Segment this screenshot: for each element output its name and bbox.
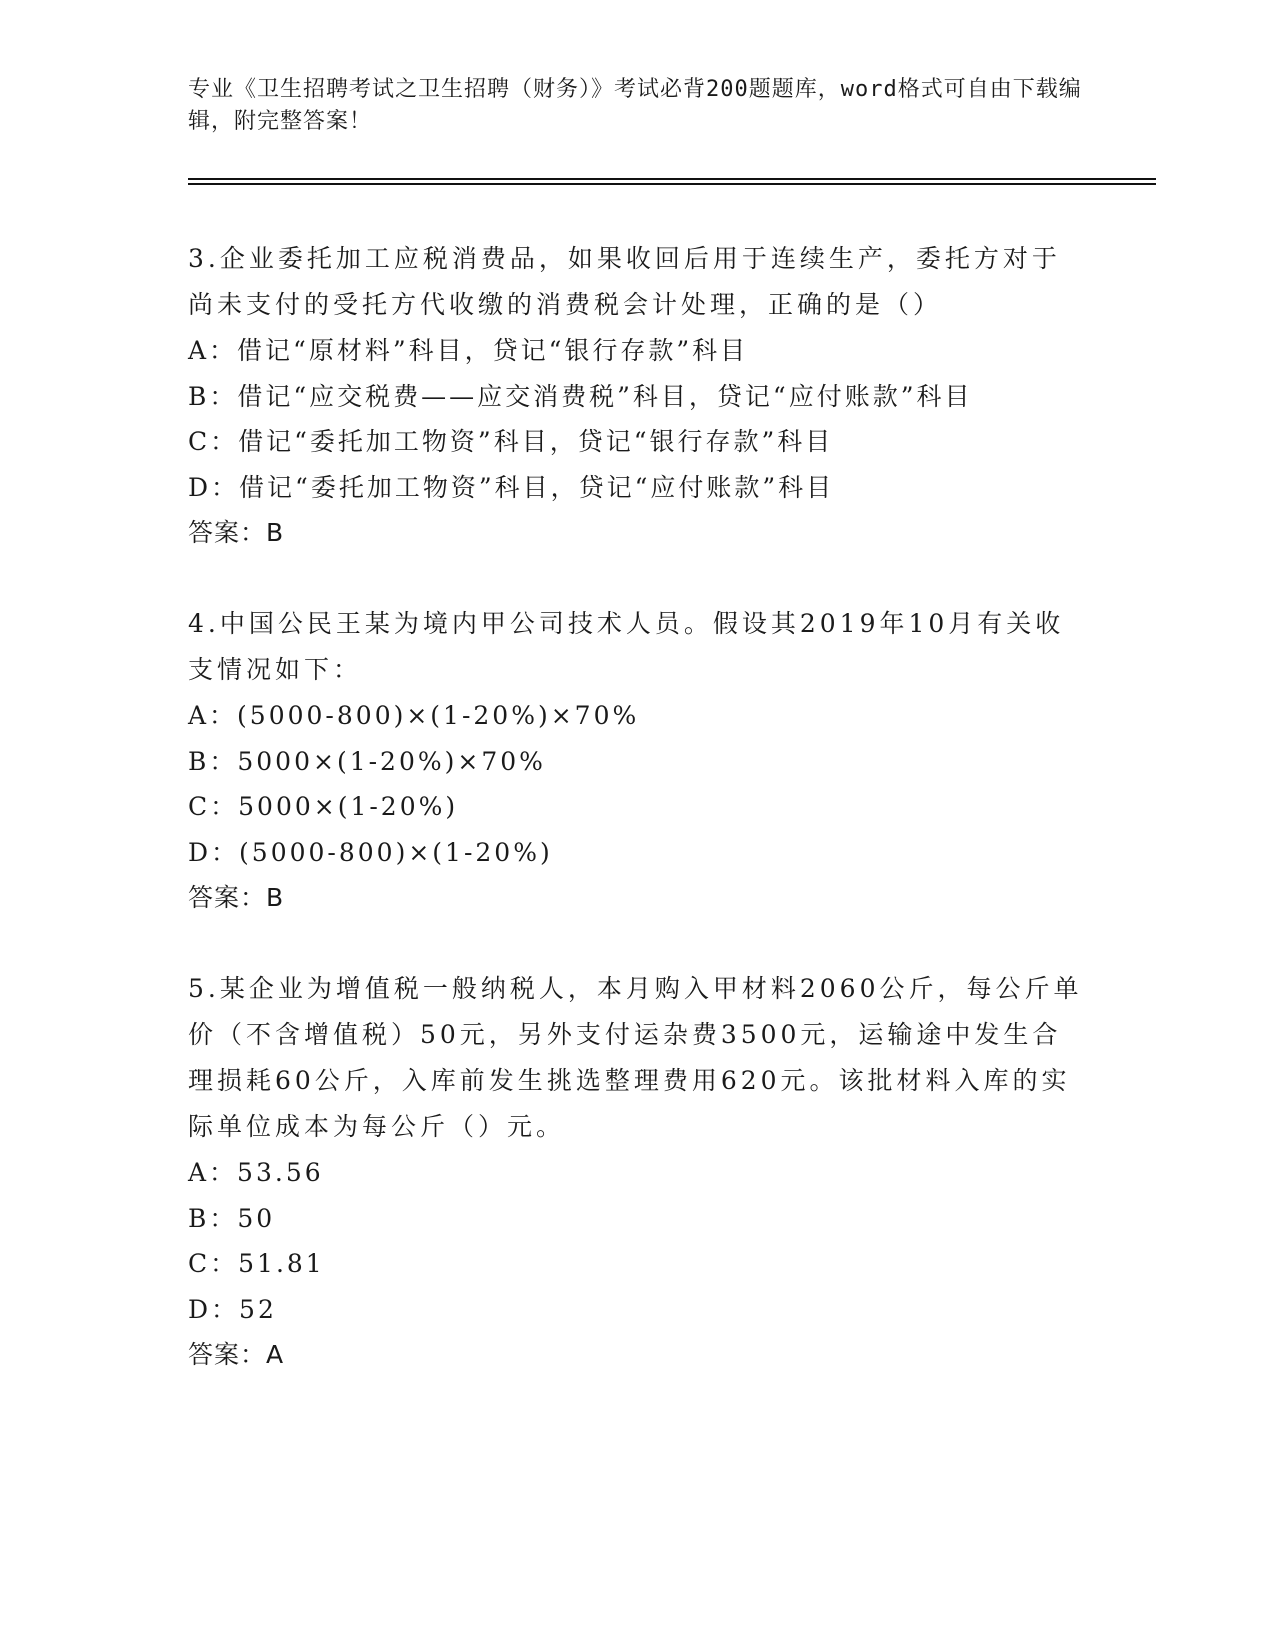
question-stem: 5.某企业为增值税一般纳税人，本月购入甲材料2060公斤，每公斤单价（不含增值税）50元，另外支付运杂费3500元，运输途中发生合理损耗60公斤，入库前发生挑选整理费用620元。该批材料入库的实际单位成本为每公斤（）元。 — [188, 974, 1083, 1141]
answer-label: 答案：B — [188, 518, 285, 547]
answer-label: 答案：B — [188, 883, 285, 912]
option-b: B：5000×(1-20%)×70% — [188, 746, 546, 776]
option-d: D：52 — [188, 1294, 277, 1324]
option-b: B：50 — [188, 1203, 276, 1233]
question-list — [188, 236, 1088, 1423]
option-d: D：借记“委托加工物资”科目，贷记“应付账款”科目 — [188, 472, 835, 502]
question-5 — [188, 966, 1088, 1378]
option-d: D：(5000-800)×(1-20%) — [188, 837, 553, 867]
question-stem: 3.企业委托加工应税消费品，如果收回后用于连续生产，委托方对于尚未支付的受托方代收缴的消费税会计处理，正确的是（） — [188, 244, 1061, 319]
header-divider-bottom — [188, 183, 1156, 185]
answer-label: 答案：A — [188, 1340, 285, 1369]
option-b: B：借记“应交税费——应交消费税”科目，贷记“应付账款”科目 — [188, 381, 973, 411]
question-4 — [188, 601, 1088, 921]
option-a: A：53.56 — [188, 1158, 324, 1187]
option-a: A：借记“原材料”科目，贷记“银行存款”科目 — [188, 336, 749, 365]
header-divider-top — [188, 178, 1156, 180]
option-a: A：(5000-800)×(1-20%)×70% — [188, 701, 640, 730]
question-3 — [188, 236, 1088, 556]
option-c: C：借记“委托加工物资”科目，贷记“银行存款”科目 — [188, 427, 834, 456]
document-header: 专业《卫生招聘考试之卫生招聘（财务）》考试必背200题题库，word格式可自由下载编辑，附完整答案！ — [188, 77, 1082, 134]
option-c: C：51.81 — [188, 1249, 325, 1278]
question-stem: 4.中国公民王某为境内甲公司技术人员。假设其2019年10月有关收支情况如下： — [188, 609, 1065, 684]
option-c: C：5000×(1-20%) — [188, 792, 459, 821]
